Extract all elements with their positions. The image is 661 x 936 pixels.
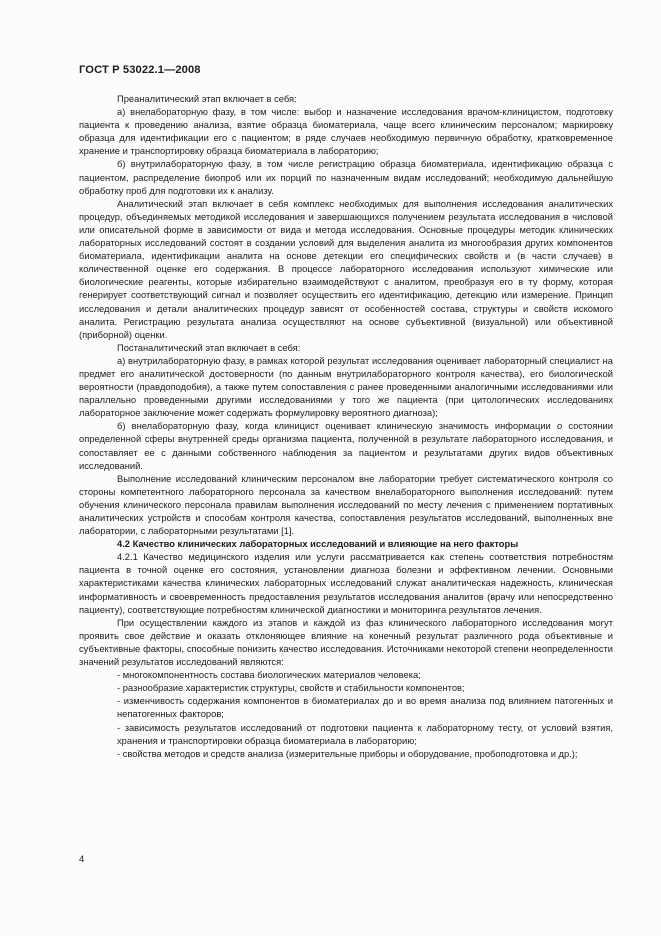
paragraph: б) внелабораторную фазу, когда клиницист оценивает клиническую значимость информации о состоянии определенной сферы внутренней среды организма пациента, полученной в результате лабораторного исследования, и сопоставляет ее с данными собственного наблюдения за пациентом и результатами других видов объективных исследований. [79,421,613,471]
document-header: ГОСТ Р 53022.1—2008 [79,64,201,76]
list-item: - свойства методов и средств анализа (измерительные приборы и оборудование, пробоподготовка и др.); [117,748,578,759]
paragraph: Выполнение исследований клиническим персоналом вне лаборатории требует систематического контроля со стороны компетентного лабораторного персонала за качеством внелабораторного выполнения исследований: путем обучения клинического персонала правилам выполнения исследований по месту лечения с применением портативных аналитических устройств и способам контроля качества, сопоставления результатов исследований, выполненных вне лаборатории, с лабораторными результатами [1]. [79,473,613,537]
document-body [79,93,613,761]
list-item: - разнообразие характеристик структуры, свойств и стабильности компонентов; [117,683,465,694]
list-item: - зависимость результатов исследований от подготовки пациента к лабораторному тесту, от условий взятия, хранения и транспортировки образца биоматериала в лабораторию; [117,722,613,746]
list-item: - изменчивость содержания компонентов в биоматериалах до и во время анализа под влиянием патогенных и непатогенных факторов; [117,696,613,720]
paragraph: 4.2.1 Качество медицинского изделия или услуги рассматривается как степень соответствия потребностям пациента в точной оценке его состояния, установлении диагноза болезни и эффективном лечении. Основными характеристиками качества клинических лабораторных исследований служат аналитическая надежность, клиническая информативность и своевременность предоставления результатов исследования аналитов (врачу или непосредственно пациенту), соответствующие потребностям клинической диагностики и мониторинга результатов лечения. [79,552,613,615]
paragraph: а) внелабораторную фазу, в том числе: выбор и назначение исследования врачом-клиницистом, подготовку пациента к проведению анализа, взятие образца биоматериала, чаще всего клиническим персоналом; маркировку образца для идентификации его с пациентом; в ряде случаев необходимую первичную обработку, кратковременное хранение и транспортировку образца биоматериала в лабораторию; [79,107,613,157]
section-heading: 4.2 Качество клинических лабораторных исследований и влияющие на него факторы [117,539,519,550]
paragraph: б) внутрилабораторную фазу, в том числе регистрацию образца биоматериала, идентификацию образца с пациентом, распределение биопроб или их порций по назначенным видам исследований; необходимую дальнейшую обработку проб для подготовки их к анализу. [79,159,613,196]
paragraph: а) внутрилабораторную фазу, в рамках которой результат исследования оценивает лабораторный специалист на предмет его аналитической достоверности (по данным внутрилабораторного контроля качества), его биологической вероятности (правдоподобия), а также путем сопоставления с ранее проведенными аналогичными исследованиями или параллельно проведенными другими исследованиями у того же пациента (при цитологических исследованиях лабораторное заключение может содержать формулировку вероятного диагноза); [79,355,613,419]
page-number: 4 [79,854,85,865]
paragraph: Преаналитический этап включает в себя: [117,94,297,104]
paragraph: Постаналитический этап включает в себя: [117,342,301,353]
paragraph: При осуществлении каждого из этапов и каждой из фаз клинического лабораторного исследования могут проявить свое действие и оказать отклоняющее влияние на конечный результат различного рода объективные и субъективные факторы, способные понизить качество исследования. Источниками некоторой степени неопределенности значений результатов исследований являются: [79,617,613,668]
list-item: - многокомпонентность состава биологических материалов человека; [117,670,421,681]
paragraph: Аналитический этап включает в себя комплекс необходимых для выполнения исследования аналитических процедур, объединяемых методикой исследования и завершающихся получением результата исследования в числовой или описательной форме в зависимости от вида и метода исследования. Основные процедуры методик клинических лабораторных исследований состоят в создании условий для выделения аналита из многообразия других компонентов биоматериала, идентификации аналита на основе детекции его специфических свойств и (в части случаев) в количественной оценке его содержания. В процессе лабораторного исследования используют химические или биологические реагенты, которые избирательно взаимодействуют с аналитом, преобразуя его в ту форму, которая генерирует соответствующий сигнал и позволяет осуществить его идентификацию, детекцию или измерение. Принцип исследования и детали аналитических процедур зависят от особенностей состава, структуры и свойств искомого аналита. Регистрацию результата анализа осуществляют на основе субъективной (визуальной) или объективной (приборной) оценки. [79,198,613,340]
